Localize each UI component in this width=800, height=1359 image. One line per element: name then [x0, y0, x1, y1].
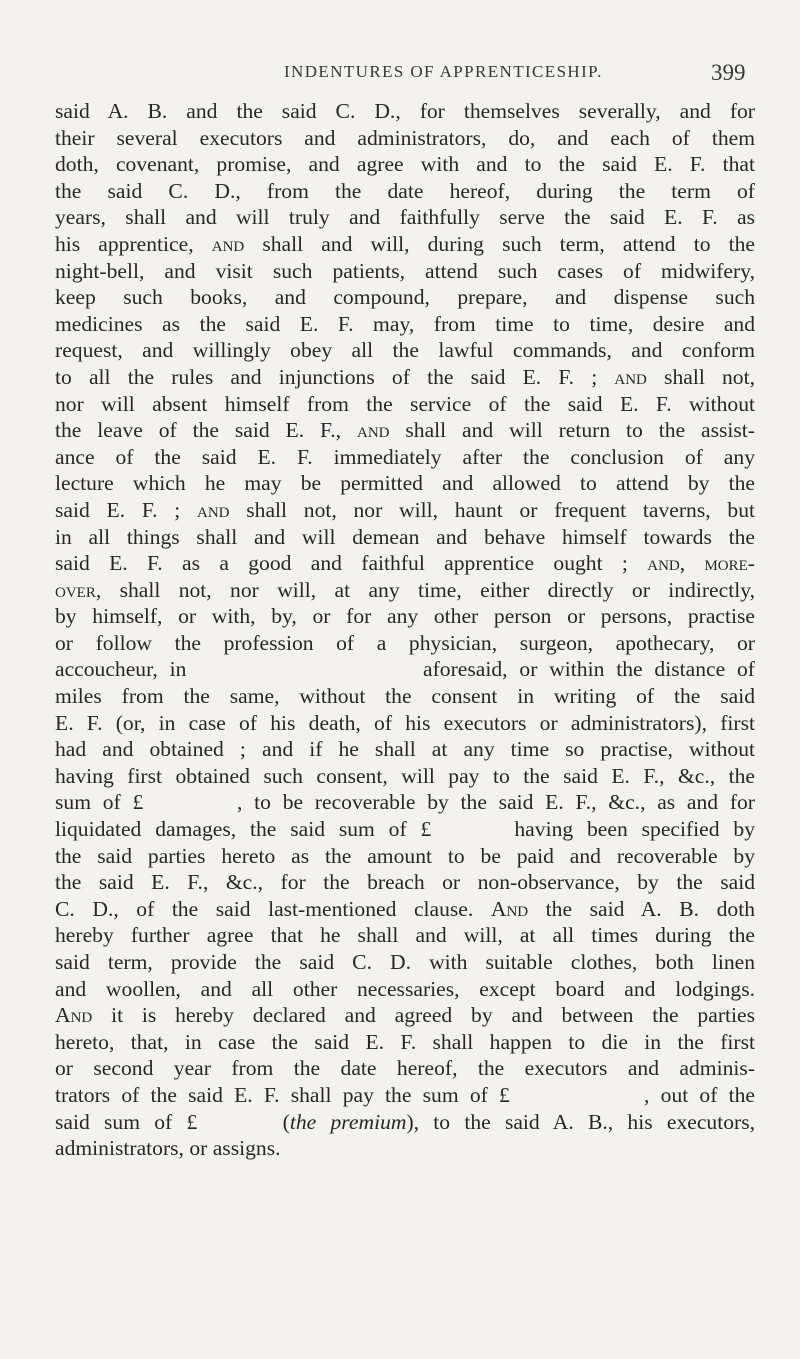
- text-segment: said E. F. as a good and faithful apprentice ought ;: [55, 551, 648, 576]
- text-line: [55, 869, 755, 896]
- small-caps-word: And: [55, 1003, 93, 1028]
- small-caps-word: and, more-: [647, 551, 755, 576]
- text-segment: hereto, that, in case the said E. F. shall happen to die in the first: [55, 1029, 755, 1054]
- text-segment: lecture which he may be permitted and allowed to attend by the: [55, 471, 755, 496]
- italic-phrase: the premium: [289, 1109, 407, 1134]
- text-line: [55, 524, 755, 551]
- text-line: [55, 1082, 755, 1109]
- small-caps-word: and: [211, 231, 245, 256]
- small-caps-word: and: [356, 418, 390, 443]
- text-line: [55, 1029, 755, 1056]
- text-segment: the said A. B. doth: [528, 896, 755, 921]
- text-line: [55, 284, 755, 311]
- text-segment: medicines as the said E. F. may, from time to time, desire and: [55, 311, 755, 336]
- text-segment: it is hereby declared and agreed by and between the parties: [92, 1003, 755, 1028]
- text-line: [55, 98, 755, 125]
- text-segment: administrators, or assigns.: [55, 1136, 281, 1161]
- text-segment: accoucheur, in aforesaid, or within the distance of: [55, 657, 755, 682]
- text-segment: by himself, or with, by, or for any other person or persons, practise: [55, 604, 755, 629]
- text-segment: ance of the said E. F. immediately after the conclusion of any: [55, 444, 755, 469]
- text-line: [55, 603, 755, 630]
- text-line: [55, 630, 755, 657]
- text-segment: shall and will, during such term, attend to the: [244, 231, 755, 256]
- text-line: [55, 896, 755, 923]
- page-number: 399: [711, 60, 746, 85]
- text-segment: or follow the profession of a physician, surgeon, apothecary, or: [55, 630, 755, 655]
- text-line: [55, 1055, 755, 1082]
- text-segment: the said C. D., from the date hereof, during the term of: [55, 178, 755, 203]
- text-line: [55, 151, 755, 178]
- text-segment: or second year from the date hereof, the executors and adminis-: [55, 1056, 755, 1081]
- text-line: [55, 497, 755, 524]
- text-segment: doth, covenant, promise, and agree with and to the said E. F. that: [55, 152, 755, 177]
- text-segment: said A. B. and the said C. D., for themselves severally, and for: [55, 99, 755, 123]
- text-line: [55, 364, 755, 391]
- text-line: [55, 178, 755, 205]
- text-line: [55, 656, 755, 683]
- running-title: INDENTURES OF APPRENTICESHIP.: [284, 62, 603, 81]
- text-segment: said sum of £ (: [55, 1109, 290, 1134]
- text-line: [55, 470, 755, 497]
- text-segment: the said parties hereto as the amount to be paid and recoverable by: [55, 843, 755, 868]
- text-line: [55, 816, 755, 843]
- small-caps-word: and: [197, 497, 230, 522]
- text-segment: C. D., of the said last-mentioned clause.: [55, 896, 491, 921]
- text-line: [55, 976, 755, 1003]
- text-line: [55, 789, 755, 816]
- text-segment: the said E. F., &c., for the breach or non-observance, by the said: [55, 870, 755, 895]
- text-line: [55, 550, 755, 577]
- text-segment: night-bell, and visit such patients, attend such cases of midwifery,: [55, 258, 755, 283]
- text-segment: trators of the said E. F. shall pay the sum of £ , out of the: [55, 1082, 755, 1107]
- text-line: [55, 1109, 755, 1136]
- text-segment: request, and willingly obey all the lawful commands, and conform: [55, 338, 755, 363]
- text-segment: shall and will return to the assist-: [389, 418, 755, 443]
- text-segment: sum of £ , to be recoverable by the said E. F., &c., as and for: [55, 790, 755, 815]
- text-segment: to all the rules and injunctions of the said E. F. ;: [55, 364, 615, 389]
- text-segment: and woollen, and all other necessaries, except board and lodgings.: [55, 976, 755, 1001]
- text-line: [55, 577, 755, 604]
- text-line: [55, 204, 755, 231]
- text-segment: keep such books, and compound, prepare, and dispense such: [55, 285, 755, 310]
- text-line: [55, 125, 755, 152]
- text-segment: said term, provide the said C. D. with suitable clothes, both linen: [55, 950, 755, 974]
- body-text: [55, 98, 755, 1162]
- text-line: [55, 763, 755, 790]
- text-segment: his apprentice,: [55, 231, 212, 256]
- running-head: [0, 62, 800, 92]
- text-segment: said E. F. ;: [55, 497, 198, 522]
- text-segment: shall not, nor will, haunt or frequent taverns, but: [229, 497, 755, 522]
- text-segment: their several executors and administrators, do, and each of them: [55, 125, 755, 150]
- text-segment: in all things shall and will demean and behave himself towards the: [55, 524, 755, 549]
- text-line: [55, 311, 755, 338]
- text-segment: the leave of the said E. F.,: [55, 418, 357, 443]
- text-line: [55, 258, 755, 285]
- small-caps-word: over,: [55, 577, 102, 602]
- text-segment: ), to the said A. B., his executors,: [406, 1109, 755, 1134]
- text-line: [55, 922, 755, 949]
- small-caps-word: and: [614, 364, 647, 389]
- text-segment: miles from the same, without the consent in writing of the said: [55, 684, 755, 709]
- text-segment: having first obtained such consent, will pay to the said E. F., &c., the: [55, 763, 755, 788]
- text-line: [55, 444, 755, 471]
- text-segment: liquidated damages, the said sum of £ having been specified by: [55, 817, 755, 842]
- text-line: [55, 417, 755, 444]
- text-line: [55, 1002, 755, 1029]
- text-line: [55, 736, 755, 763]
- text-segment: shall not, nor will, at any time, either directly or indirectly,: [101, 577, 755, 602]
- text-segment: had and obtained ; and if he shall at any time so practise, without: [55, 737, 755, 762]
- text-line: [55, 843, 755, 870]
- small-caps-word: And: [490, 896, 529, 921]
- text-segment: years, shall and will truly and faithfully serve the said E. F. as: [55, 205, 755, 230]
- text-line: [55, 337, 755, 364]
- text-line: [55, 1135, 755, 1162]
- text-line: [55, 949, 755, 976]
- text-segment: E. F. (or, in case of his death, of his executors or administrators), first: [55, 710, 755, 735]
- text-line: [55, 391, 755, 418]
- text-line: [55, 231, 755, 258]
- text-segment: nor will absent himself from the service of the said E. F. without: [55, 391, 755, 416]
- text-segment: shall not,: [646, 364, 755, 389]
- text-segment: hereby further agree that he shall and will, at all times during the: [55, 923, 755, 948]
- text-line: [55, 683, 755, 710]
- text-line: [55, 710, 755, 737]
